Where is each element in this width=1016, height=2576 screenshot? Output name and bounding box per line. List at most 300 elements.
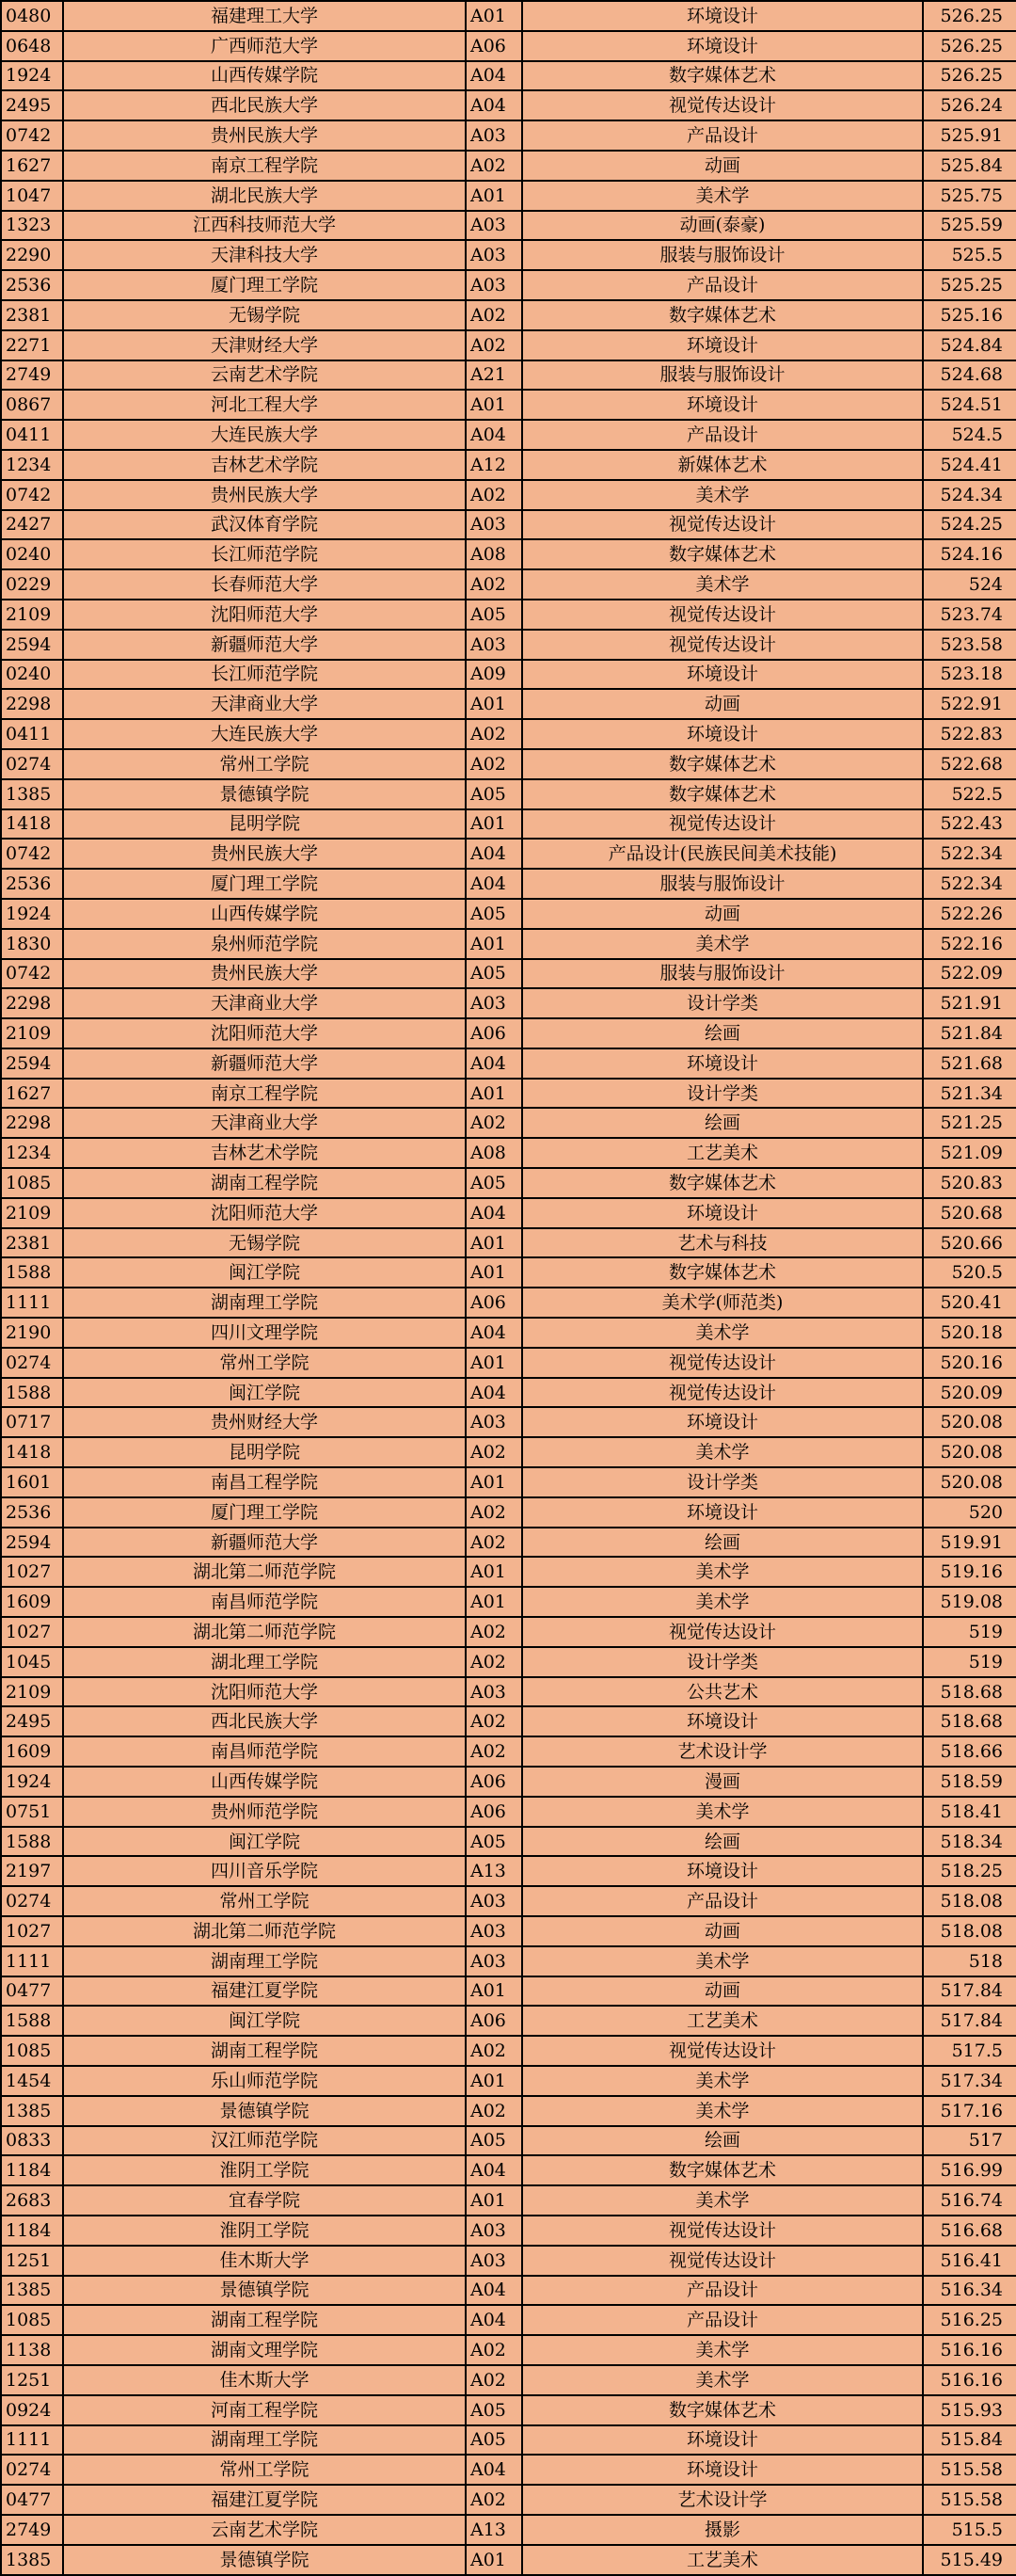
school-name-cell: 闽江学院 — [63, 2006, 466, 2036]
school-code-cell: 1027 — [1, 1617, 63, 1647]
school-name-cell: 湖北民族大学 — [63, 181, 466, 211]
major-name-cell: 视觉传达设计 — [522, 1378, 923, 1408]
score-cell: 517.16 — [923, 2096, 1016, 2126]
major-name-cell: 美术学 — [522, 2096, 923, 2126]
score-cell: 522.09 — [923, 959, 1016, 989]
table-row — [1, 2276, 1016, 2306]
table-row — [1, 1079, 1016, 1109]
score-cell: 521.84 — [923, 1018, 1016, 1048]
major-group-cell: A01 — [466, 1348, 522, 1378]
major-name-cell: 服装与服饰设计 — [522, 360, 923, 391]
major-group-cell: A04 — [466, 839, 522, 869]
school-name-cell: 湖南工程学院 — [63, 2036, 466, 2066]
major-name-cell: 公共艺术 — [522, 1677, 923, 1707]
major-name-cell: 环境设计 — [522, 1048, 923, 1079]
major-group-cell: A02 — [466, 1647, 522, 1677]
major-group-cell: A04 — [466, 869, 522, 899]
major-group-cell: A02 — [466, 719, 522, 749]
school-code-cell: 0274 — [1, 749, 63, 779]
score-cell: 515.58 — [923, 2455, 1016, 2485]
school-name-cell: 厦门理工学院 — [63, 869, 466, 899]
major-name-cell: 服装与服饰设计 — [522, 869, 923, 899]
table-row — [1, 1916, 1016, 1946]
table-row — [1, 2246, 1016, 2276]
major-group-cell: A06 — [466, 1767, 522, 1797]
school-name-cell: 淮阴工学院 — [63, 2216, 466, 2246]
major-name-cell: 产品设计 — [522, 2305, 923, 2335]
school-code-cell: 0833 — [1, 2126, 63, 2156]
score-cell: 516.16 — [923, 2335, 1016, 2365]
score-cell: 519.08 — [923, 1587, 1016, 1617]
school-code-cell: 2271 — [1, 330, 63, 360]
major-name-cell: 数字媒体艺术 — [522, 749, 923, 779]
school-name-cell: 常州工学院 — [63, 1348, 466, 1378]
school-name-cell: 昆明学院 — [63, 809, 466, 840]
major-group-cell: A02 — [466, 300, 522, 330]
score-cell: 515.49 — [923, 2545, 1016, 2575]
school-code-cell: 0751 — [1, 1797, 63, 1827]
school-name-cell: 贵州民族大学 — [63, 839, 466, 869]
school-code-cell: 1251 — [1, 2365, 63, 2395]
school-name-cell: 景德镇学院 — [63, 2096, 466, 2126]
major-name-cell: 绘画 — [522, 1827, 923, 1857]
major-group-cell: A02 — [466, 1497, 522, 1528]
school-name-cell: 福建理工大学 — [63, 1, 466, 31]
score-cell: 522.16 — [923, 929, 1016, 959]
major-name-cell: 艺术与科技 — [522, 1228, 923, 1258]
school-code-cell: 1418 — [1, 1437, 63, 1467]
major-group-cell: A02 — [466, 151, 522, 181]
table-row — [1, 270, 1016, 300]
school-code-cell: 1085 — [1, 1168, 63, 1198]
school-name-cell: 湖北第二师范学院 — [63, 1617, 466, 1647]
score-cell: 520.18 — [923, 1318, 1016, 1348]
school-code-cell: 2298 — [1, 689, 63, 719]
score-cell: 525.84 — [923, 151, 1016, 181]
school-name-cell: 湖北理工学院 — [63, 1647, 466, 1677]
school-name-cell: 湖南文理学院 — [63, 2335, 466, 2365]
school-name-cell: 昆明学院 — [63, 1437, 466, 1467]
score-cell: 520.09 — [923, 1378, 1016, 1408]
score-cell: 520.66 — [923, 1228, 1016, 1258]
table-row — [1, 120, 1016, 151]
major-group-cell: A03 — [466, 630, 522, 660]
school-code-cell: 0648 — [1, 31, 63, 61]
major-name-cell: 环境设计 — [522, 2425, 923, 2456]
major-group-cell: A02 — [466, 330, 522, 360]
school-name-cell: 山西传媒学院 — [63, 899, 466, 929]
table-row — [1, 360, 1016, 391]
school-name-cell: 湖南工程学院 — [63, 2305, 466, 2335]
school-code-cell: 1045 — [1, 1647, 63, 1677]
school-code-cell: 0867 — [1, 390, 63, 420]
school-code-cell: 2594 — [1, 1048, 63, 1079]
school-code-cell: 1184 — [1, 2216, 63, 2246]
school-code-cell: 1251 — [1, 2246, 63, 2276]
major-group-cell: A01 — [466, 2185, 522, 2216]
major-group-cell: A13 — [466, 1856, 522, 1886]
school-name-cell: 天津科技大学 — [63, 240, 466, 270]
school-code-cell: 0274 — [1, 1348, 63, 1378]
score-cell: 524.5 — [923, 420, 1016, 450]
score-cell: 518.08 — [923, 1916, 1016, 1946]
major-group-cell: A01 — [466, 1228, 522, 1258]
major-name-cell: 视觉传达设计 — [522, 630, 923, 660]
table-row — [1, 1706, 1016, 1736]
table-row — [1, 959, 1016, 989]
major-name-cell: 视觉传达设计 — [522, 2246, 923, 2276]
school-code-cell: 1830 — [1, 929, 63, 959]
major-group-cell: A04 — [466, 2155, 522, 2185]
score-cell: 519.16 — [923, 1557, 1016, 1587]
table-row — [1, 1, 1016, 31]
major-group-cell: A04 — [466, 1048, 522, 1079]
school-name-cell: 福建江夏学院 — [63, 1976, 466, 2007]
major-name-cell: 环境设计 — [522, 719, 923, 749]
school-name-cell: 湖北第二师范学院 — [63, 1557, 466, 1587]
major-group-cell: A01 — [466, 390, 522, 420]
school-code-cell: 0742 — [1, 480, 63, 510]
school-code-cell: 1138 — [1, 2335, 63, 2365]
school-name-cell: 新疆师范大学 — [63, 1528, 466, 1558]
score-cell: 519.91 — [923, 1528, 1016, 1558]
major-name-cell: 动画 — [522, 151, 923, 181]
school-code-cell: 1924 — [1, 899, 63, 929]
major-name-cell: 美术学 — [522, 2066, 923, 2096]
school-code-cell: 1627 — [1, 151, 63, 181]
table-row — [1, 2395, 1016, 2425]
school-code-cell: 1588 — [1, 1378, 63, 1408]
score-cell: 517.84 — [923, 2006, 1016, 2036]
school-name-cell: 佳木斯大学 — [63, 2365, 466, 2395]
table-row — [1, 1617, 1016, 1647]
major-group-cell: A01 — [466, 1557, 522, 1587]
major-name-cell: 视觉传达设计 — [522, 2216, 923, 2246]
school-code-cell: 2594 — [1, 1528, 63, 1558]
school-code-cell: 0240 — [1, 539, 63, 569]
school-name-cell: 常州工学院 — [63, 1886, 466, 1916]
table-row — [1, 1138, 1016, 1168]
major-name-cell: 美术学 — [522, 2365, 923, 2395]
major-group-cell: A06 — [466, 1018, 522, 1048]
major-group-cell: A02 — [466, 1706, 522, 1736]
school-code-cell: 2109 — [1, 1018, 63, 1048]
school-name-cell: 沈阳师范大学 — [63, 1677, 466, 1707]
major-name-cell: 美术学 — [522, 1797, 923, 1827]
school-name-cell: 河北工程大学 — [63, 390, 466, 420]
major-name-cell: 摄影 — [522, 2515, 923, 2545]
major-name-cell: 产品设计 — [522, 120, 923, 151]
school-code-cell: 2190 — [1, 1318, 63, 1348]
school-code-cell: 2109 — [1, 1198, 63, 1228]
major-group-cell: A04 — [466, 90, 522, 120]
score-cell: 520.83 — [923, 1168, 1016, 1198]
major-name-cell: 环境设计 — [522, 1497, 923, 1528]
major-name-cell: 数字媒体艺术 — [522, 1168, 923, 1198]
table-row — [1, 1767, 1016, 1797]
table-row — [1, 869, 1016, 899]
school-code-cell: 2683 — [1, 2185, 63, 2216]
score-cell: 522.34 — [923, 869, 1016, 899]
table-row — [1, 330, 1016, 360]
major-group-cell: A01 — [466, 1257, 522, 1288]
major-name-cell: 美术学 — [522, 929, 923, 959]
major-group-cell: A06 — [466, 31, 522, 61]
school-code-cell: 1385 — [1, 2276, 63, 2306]
major-name-cell: 数字媒体艺术 — [522, 779, 923, 809]
major-name-cell: 动画 — [522, 899, 923, 929]
major-group-cell: A13 — [466, 2515, 522, 2545]
table-row — [1, 839, 1016, 869]
score-cell: 518.66 — [923, 1736, 1016, 1767]
major-name-cell: 环境设计 — [522, 31, 923, 61]
major-group-cell: A01 — [466, 2545, 522, 2575]
major-group-cell: A03 — [466, 2216, 522, 2246]
school-name-cell: 江西科技师范大学 — [63, 211, 466, 241]
score-cell: 518.25 — [923, 1856, 1016, 1886]
major-group-cell: A21 — [466, 360, 522, 391]
table-row — [1, 2096, 1016, 2126]
school-name-cell: 景德镇学院 — [63, 2545, 466, 2575]
major-name-cell: 产品设计 — [522, 270, 923, 300]
school-code-cell: 1601 — [1, 1467, 63, 1497]
school-code-cell: 0477 — [1, 2485, 63, 2515]
score-cell: 524.68 — [923, 360, 1016, 391]
table-row — [1, 1257, 1016, 1288]
school-code-cell: 0477 — [1, 1976, 63, 2007]
score-cell: 522.26 — [923, 899, 1016, 929]
school-code-cell: 0229 — [1, 569, 63, 600]
score-cell: 525.5 — [923, 240, 1016, 270]
school-code-cell: 2290 — [1, 240, 63, 270]
major-name-cell: 艺术设计学 — [522, 2485, 923, 2515]
school-name-cell: 四川音乐学院 — [63, 1856, 466, 1886]
major-name-cell: 工艺美术 — [522, 1138, 923, 1168]
major-group-cell: A05 — [466, 600, 522, 630]
major-group-cell: A06 — [466, 2006, 522, 2036]
score-cell: 521.25 — [923, 1108, 1016, 1138]
score-cell: 525.16 — [923, 300, 1016, 330]
score-cell: 518.34 — [923, 1827, 1016, 1857]
school-name-cell: 吉林艺术学院 — [63, 1138, 466, 1168]
score-cell: 524 — [923, 569, 1016, 600]
major-name-cell: 服装与服饰设计 — [522, 240, 923, 270]
school-name-cell: 福建江夏学院 — [63, 2485, 466, 2515]
school-code-cell: 2427 — [1, 510, 63, 540]
school-code-cell: 1047 — [1, 181, 63, 211]
school-code-cell: 0411 — [1, 719, 63, 749]
table-row — [1, 240, 1016, 270]
score-cell: 516.74 — [923, 2185, 1016, 2216]
school-code-cell: 2536 — [1, 869, 63, 899]
table-row — [1, 2365, 1016, 2395]
school-name-cell: 武汉体育学院 — [63, 510, 466, 540]
school-name-cell: 西北民族大学 — [63, 90, 466, 120]
major-group-cell: A08 — [466, 539, 522, 569]
score-cell: 521.68 — [923, 1048, 1016, 1079]
major-group-cell: A02 — [466, 569, 522, 600]
score-cell: 521.09 — [923, 1138, 1016, 1168]
table-row — [1, 1348, 1016, 1378]
school-code-cell: 2495 — [1, 1706, 63, 1736]
school-code-cell: 0274 — [1, 1886, 63, 1916]
score-cell: 526.24 — [923, 90, 1016, 120]
table-row — [1, 1587, 1016, 1617]
table-row — [1, 1437, 1016, 1467]
major-name-cell: 美术学 — [522, 569, 923, 600]
school-name-cell: 南昌师范学院 — [63, 1587, 466, 1617]
table-row — [1, 809, 1016, 840]
table-row — [1, 988, 1016, 1018]
major-group-cell: A01 — [466, 689, 522, 719]
major-name-cell: 环境设计 — [522, 1856, 923, 1886]
school-name-cell: 泉州师范学院 — [63, 929, 466, 959]
table-row — [1, 1288, 1016, 1318]
major-name-cell: 视觉传达设计 — [522, 510, 923, 540]
major-group-cell: A02 — [466, 1736, 522, 1767]
table-row — [1, 2485, 1016, 2515]
table-row — [1, 749, 1016, 779]
major-name-cell: 美术学 — [522, 480, 923, 510]
score-cell: 518.68 — [923, 1677, 1016, 1707]
major-group-cell: A03 — [466, 1946, 522, 1976]
table-row — [1, 480, 1016, 510]
major-name-cell: 数字媒体艺术 — [522, 61, 923, 91]
school-code-cell: 1323 — [1, 211, 63, 241]
school-code-cell: 2536 — [1, 1497, 63, 1528]
score-cell: 516.41 — [923, 2246, 1016, 2276]
major-group-cell: A03 — [466, 1886, 522, 1916]
school-name-cell: 常州工学院 — [63, 749, 466, 779]
school-name-cell: 西北民族大学 — [63, 1706, 466, 1736]
school-code-cell: 2197 — [1, 1856, 63, 1886]
score-cell: 519 — [923, 1617, 1016, 1647]
school-name-cell: 无锡学院 — [63, 300, 466, 330]
school-name-cell: 山西传媒学院 — [63, 61, 466, 91]
major-name-cell: 动画(泰豪) — [522, 211, 923, 241]
score-cell: 516.25 — [923, 2305, 1016, 2335]
score-cell: 525.75 — [923, 181, 1016, 211]
table-row — [1, 569, 1016, 600]
major-name-cell: 数字媒体艺术 — [522, 539, 923, 569]
school-code-cell: 1184 — [1, 2155, 63, 2185]
school-code-cell: 1234 — [1, 450, 63, 480]
score-cell: 516.34 — [923, 2276, 1016, 2306]
school-code-cell: 1027 — [1, 1557, 63, 1587]
school-code-cell: 1454 — [1, 2066, 63, 2096]
major-name-cell: 美术学 — [522, 2185, 923, 2216]
table-row — [1, 1018, 1016, 1048]
major-group-cell: A04 — [466, 61, 522, 91]
school-name-cell: 常州工学院 — [63, 2455, 466, 2485]
score-cell: 520.16 — [923, 1348, 1016, 1378]
major-group-cell: A03 — [466, 1407, 522, 1437]
table-row — [1, 2455, 1016, 2485]
school-code-cell: 0480 — [1, 1, 63, 31]
major-name-cell: 设计学类 — [522, 1467, 923, 1497]
major-name-cell: 视觉传达设计 — [522, 1348, 923, 1378]
major-group-cell: A02 — [466, 1617, 522, 1647]
school-code-cell: 2298 — [1, 988, 63, 1018]
table-row — [1, 1378, 1016, 1408]
school-name-cell: 闽江学院 — [63, 1378, 466, 1408]
table-row — [1, 1497, 1016, 1528]
score-cell: 520.41 — [923, 1288, 1016, 1318]
major-name-cell: 环境设计 — [522, 2455, 923, 2485]
table-row — [1, 1557, 1016, 1587]
major-group-cell: A01 — [466, 1587, 522, 1617]
school-code-cell: 1085 — [1, 2036, 63, 2066]
major-group-cell: A04 — [466, 420, 522, 450]
major-group-cell: A01 — [466, 809, 522, 840]
table-row — [1, 929, 1016, 959]
school-code-cell: 1588 — [1, 2006, 63, 2036]
table-row — [1, 1467, 1016, 1497]
score-cell: 515.84 — [923, 2425, 1016, 2456]
table-row — [1, 450, 1016, 480]
major-name-cell: 绘画 — [522, 2126, 923, 2156]
table-row — [1, 1677, 1016, 1707]
major-group-cell: A03 — [466, 1677, 522, 1707]
school-name-cell: 宜春学院 — [63, 2185, 466, 2216]
score-cell: 525.59 — [923, 211, 1016, 241]
table-body — [1, 1, 1016, 2575]
major-group-cell: A12 — [466, 450, 522, 480]
major-group-cell: A05 — [466, 899, 522, 929]
score-cell: 515.93 — [923, 2395, 1016, 2425]
major-group-cell: A01 — [466, 1976, 522, 2007]
major-group-cell: A02 — [466, 1108, 522, 1138]
table-row — [1, 2515, 1016, 2545]
school-code-cell: 1418 — [1, 809, 63, 840]
score-cell: 522.83 — [923, 719, 1016, 749]
school-name-cell: 大连民族大学 — [63, 719, 466, 749]
score-cell: 515.5 — [923, 2515, 1016, 2545]
school-name-cell: 闽江学院 — [63, 1827, 466, 1857]
major-group-cell: A02 — [466, 2365, 522, 2395]
major-name-cell: 美术学 — [522, 181, 923, 211]
major-name-cell: 数字媒体艺术 — [522, 2155, 923, 2185]
school-code-cell: 0742 — [1, 959, 63, 989]
major-group-cell: A05 — [466, 779, 522, 809]
major-name-cell: 美术学(师范类) — [522, 1288, 923, 1318]
school-code-cell: 1609 — [1, 1587, 63, 1617]
major-group-cell: A04 — [466, 1198, 522, 1228]
score-cell: 520.68 — [923, 1198, 1016, 1228]
major-name-cell: 环境设计 — [522, 660, 923, 690]
table-row — [1, 1647, 1016, 1677]
score-cell: 524.84 — [923, 330, 1016, 360]
score-cell: 518.68 — [923, 1706, 1016, 1736]
table-row — [1, 2185, 1016, 2216]
table-row — [1, 1048, 1016, 1079]
major-group-cell: A05 — [466, 2425, 522, 2456]
major-group-cell: A04 — [466, 1318, 522, 1348]
major-group-cell: A01 — [466, 1, 522, 31]
major-group-cell: A02 — [466, 480, 522, 510]
score-cell: 526.25 — [923, 61, 1016, 91]
major-group-cell: A05 — [466, 1827, 522, 1857]
major-group-cell: A06 — [466, 1797, 522, 1827]
major-name-cell: 数字媒体艺术 — [522, 1257, 923, 1288]
school-code-cell: 1085 — [1, 2305, 63, 2335]
major-group-cell: A05 — [466, 1168, 522, 1198]
school-name-cell: 湖南理工学院 — [63, 1946, 466, 1976]
major-name-cell: 设计学类 — [522, 988, 923, 1018]
school-code-cell: 1385 — [1, 2545, 63, 2575]
score-cell: 522.43 — [923, 809, 1016, 840]
major-name-cell: 绘画 — [522, 1108, 923, 1138]
